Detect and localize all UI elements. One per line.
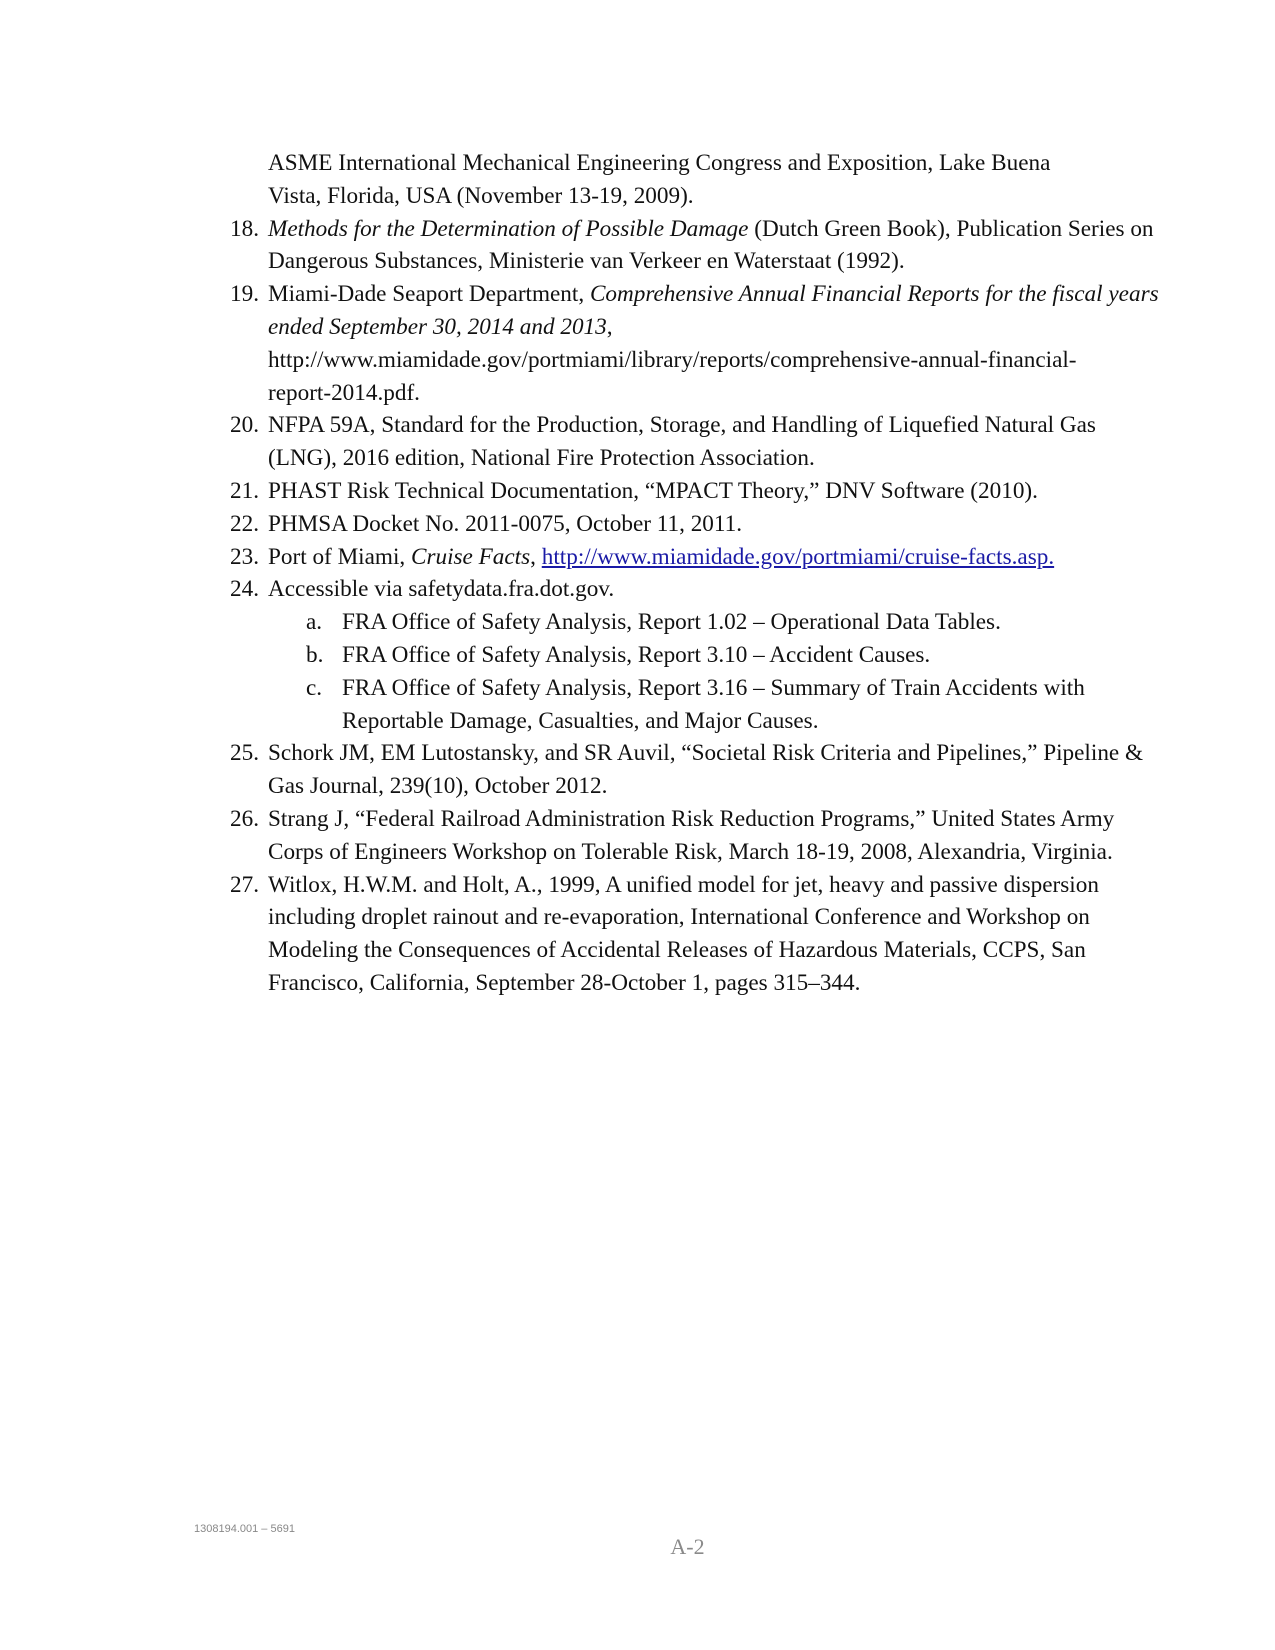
reference-number: 18. xyxy=(230,215,259,242)
reference-text: Schork JM, EM Lutostansky, and SR Auvil, “Societal Risk Criteria and Pipelines,” Pipeline & Gas Journal, 239(10), October 2012. xyxy=(268,740,1144,800)
reference-text: ASME International Mechanical Engineering Congress and Exposition, Lake Buena xyxy=(268,150,1051,176)
reference-22 xyxy=(230,508,1165,541)
reference-url: report-2014.pdf. xyxy=(268,379,420,406)
sub-item-text: FRA Office of Safety Analysis, Report 3.10 – Accident Causes. xyxy=(342,641,931,668)
reference-number: 25. xyxy=(230,740,259,767)
reference-number: 23. xyxy=(230,543,259,570)
reference-21 xyxy=(230,475,1165,508)
reference-number: 22. xyxy=(230,510,259,537)
sub-item-text: FRA Office of Safety Analysis, Report 1.02 – Operational Data Tables. xyxy=(342,609,1001,636)
reference-text: Witlox, H.W.M. and Holt, A., 1999, A unified model for jet, heavy and passive dispersion including droplet rainout and re-evaporation, International Conference and Workshop on Modeling the Consequences of Accidental Releases of Hazardous Materials, CCPS, San Francisco, California, September 28-October 1, pages 315–344. xyxy=(268,871,1099,996)
reference-text: Port of Miami, xyxy=(268,543,411,570)
reference-number: 27. xyxy=(230,871,259,898)
reference-url: http://www.miamidade.gov/portmiami/library/reports/comprehensive-annual-financial- xyxy=(268,346,1077,373)
reference-number: 21. xyxy=(230,477,259,504)
reference-text: (Dutch Green Book), Publication Series on Dangerous Substances, Ministerie van Verkeer en Waterstaat (1992). xyxy=(268,215,1154,275)
page-number: A-2 xyxy=(670,1534,705,1559)
reference-text: Accessible via safetydata.fra.dot.gov. xyxy=(268,576,615,603)
reference-title: Methods for the Determination of Possible Damage xyxy=(268,215,749,242)
reference-text: Miami-Dade Seaport Department, xyxy=(268,281,590,308)
reference-text: Strang J, “Federal Railroad Administration Risk Reduction Programs,” United States Army Corps of Engineers Workshop on Tolerable Risk, March 18-19, 2008, Alexandria, Virginia. xyxy=(268,805,1115,865)
reference-text: , xyxy=(530,543,542,570)
reference-24 xyxy=(230,573,1165,606)
reference-text: , xyxy=(606,313,613,340)
document-id: 1308194.001 – 5691 xyxy=(194,1523,295,1535)
reference-number: 24. xyxy=(230,576,259,603)
reference-26 xyxy=(230,803,1165,869)
reference-24-sub-b xyxy=(230,639,1165,672)
sub-item-letter: b. xyxy=(306,641,324,668)
reference-text: PHMSA Docket No. 2011-0075, October 11, 2011. xyxy=(268,510,743,537)
sub-item-text: FRA Office of Safety Analysis, Report 3.16 – Summary of Train Accidents with Reportable Damage, Casualties, and Major Causes. xyxy=(342,674,1085,734)
reference-24-sub-a xyxy=(230,606,1165,639)
reference-19 xyxy=(230,278,1165,409)
reference-20 xyxy=(230,409,1165,475)
reference-number: 19. xyxy=(230,281,259,308)
sub-item-letter: c. xyxy=(306,674,323,701)
reference-number: 20. xyxy=(230,412,259,439)
sub-item-letter: a. xyxy=(306,609,323,636)
reference-24-sub-c xyxy=(230,672,1165,738)
reference-18 xyxy=(230,213,1165,279)
reference-17-continuation xyxy=(230,147,1165,213)
reference-list xyxy=(230,147,1165,1000)
reference-text: Vista, Florida, USA (November 13-19, 2009). xyxy=(268,182,694,209)
reference-title: Cruise Facts xyxy=(411,543,531,570)
reference-number: 26. xyxy=(230,805,259,832)
reference-text: NFPA 59A, Standard for the Production, Storage, and Handling of Liquefied Natural Gas (LNG), 2016 edition, National Fire Protection Association. xyxy=(268,412,1096,472)
reference-27 xyxy=(230,869,1165,1000)
reference-title: Comprehensive Annual Financial Reports for the fiscal years ended September 30, 2014 and 2013 xyxy=(268,281,1159,340)
reference-text: PHAST Risk Technical Documentation, “MPACT Theory,” DNV Software (2010). xyxy=(268,477,1038,504)
cruise-facts-link[interactable]: http://www.miamidade.gov/portmiami/cruise-facts.asp. xyxy=(541,543,1055,570)
page-number-row xyxy=(0,1534,1275,1560)
reference-23 xyxy=(230,541,1165,574)
reference-25 xyxy=(230,737,1165,803)
